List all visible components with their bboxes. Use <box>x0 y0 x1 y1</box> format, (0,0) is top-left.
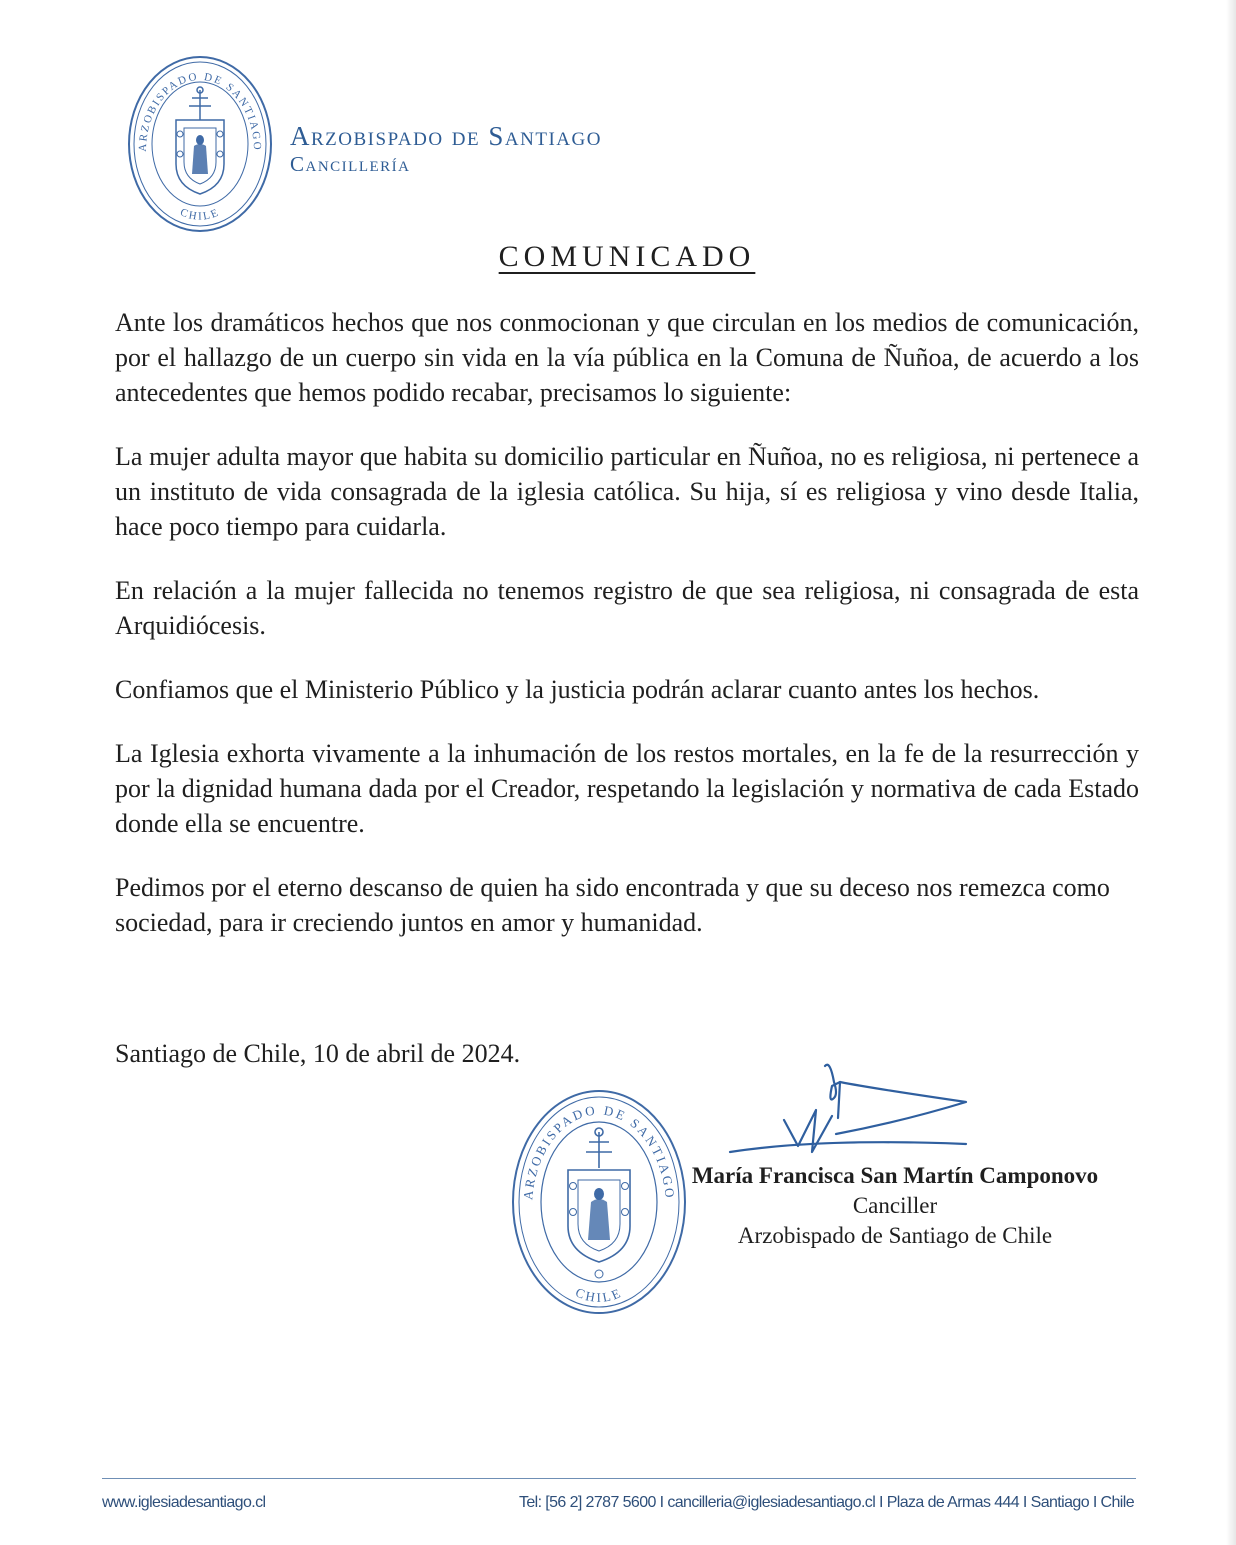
signer-block <box>660 1161 1130 1251</box>
signer-name: María Francisca San Martín Camponovo <box>691 1163 1099 1188</box>
svg-text:ARZOBISPADO DE SANTIAGO: ARZOBISPADO DE SANTIAGO <box>520 1102 678 1201</box>
paragraph: La Iglesia exhorta vivamente a la inhumación de los restos mortales, en la fe de la resurrección y por la dignidad humana dada por el Creador, respetando la legislación y normativa de cada Estado donde ella se encuentre. <box>115 739 1139 838</box>
paragraph: En relación a la mujer fallecida no tenemos registro de que sea religiosa, ni consagrada de esta Arquidiócesis. <box>115 576 1139 640</box>
date-line: Santiago de Chile, 10 de abril de 2024. <box>115 1039 521 1068</box>
document-body <box>115 305 1139 969</box>
svg-text:ARZOBISPADO DE SANTIAGO: ARZOBISPADO DE SANTIAGO <box>136 70 264 152</box>
svg-text:CHILE: CHILE <box>178 206 222 223</box>
svg-text:CHILE: CHILE <box>573 1284 625 1306</box>
paragraph: Pedimos por el eterno descanso de quien ha sido encontrada y que su deceso nos remezca como sociedad, para ir creciendo juntos en amor y humanidad. <box>115 873 1110 937</box>
signer-role: Canciller <box>852 1193 938 1218</box>
letterhead <box>290 120 602 176</box>
document-title-text: COMUNICADO <box>498 240 756 273</box>
signer-institution: Arzobispado de Santiago de Chile <box>737 1223 1053 1248</box>
footer-divider <box>102 1478 1136 1479</box>
footer-contact-info: Tel: [56 2] 2787 5600 I cancilleria@iglesiadesantiago.cl I Plaza de Armas 444 I Santiago I Chile <box>518 1494 1134 1511</box>
archdiocese-seal-top <box>126 54 274 234</box>
paragraph: Ante los dramáticos hechos que nos conmocionan y que circulan en los medios de comunicación, por el hallazgo de un cuerpo sin vida en la vía pública en la Comuna de Ñuñoa, de acuerdo a los antecedentes que hemos podido recabar, precisamos lo siguiente: <box>115 308 1139 407</box>
paragraph: Confiamos que el Ministerio Público y la justicia podrán aclarar cuanto antes los hechos. <box>115 675 1040 704</box>
document-title <box>0 240 1236 274</box>
paragraph: La mujer adulta mayor que habita su domicilio particular en Ñuñoa, no es religiosa, ni pertenece a un instituto de vida consagrada de la iglesia católica. Su hija, sí es religiosa y vino desde Italia, hace poco tiempo para cuidarla. <box>115 442 1139 541</box>
page-edge-shadow <box>1226 0 1236 1545</box>
organization-name: Arzobispado de Santiago <box>290 121 602 151</box>
footer-website[interactable]: www.iglesiadesantiago.cl <box>102 1494 266 1511</box>
department-name: Cancillería <box>290 152 411 176</box>
